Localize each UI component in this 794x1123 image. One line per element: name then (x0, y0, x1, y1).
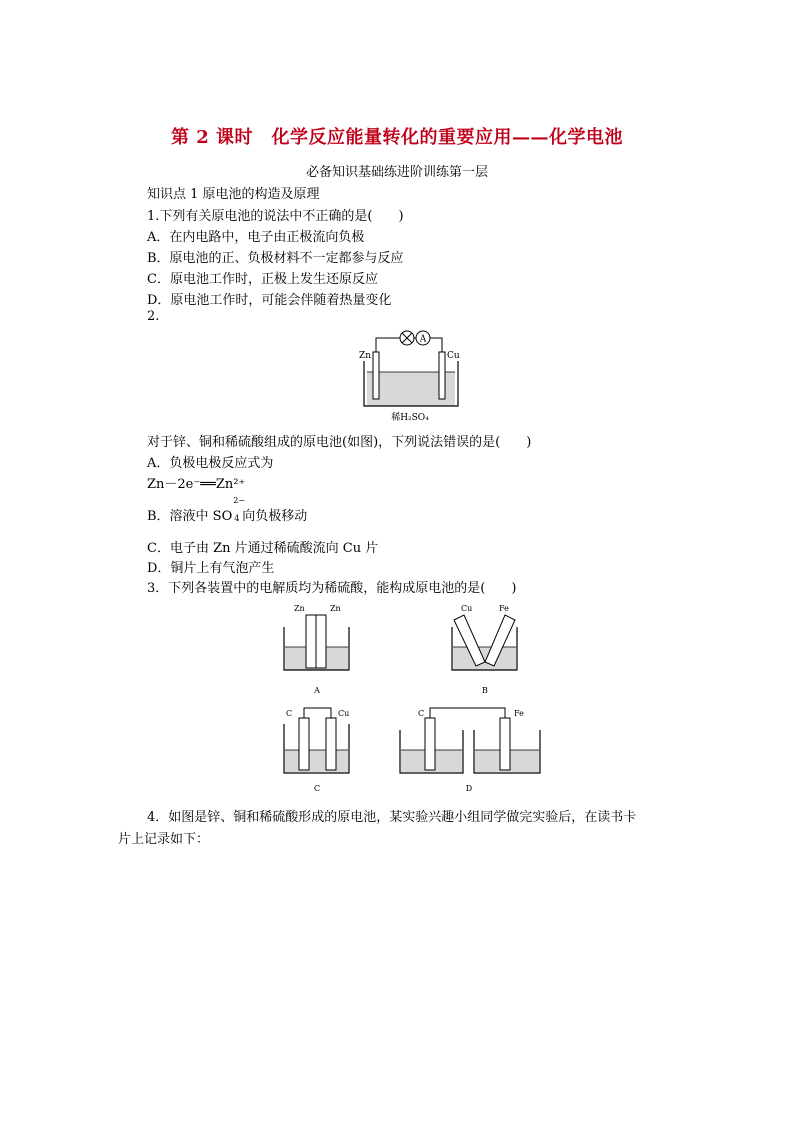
fig-b-left-label: Cu (461, 604, 473, 613)
fig-a-right-label: Zn (330, 604, 341, 613)
q2-option-c: C．电子由 Zn 片通过稀硫酸流向 Cu 片 (147, 541, 379, 556)
q3-figure-d (397, 702, 543, 798)
fig-c-caption: C (313, 784, 321, 793)
fig-a-left-label: Zn (294, 604, 305, 613)
q1-option-a: A．在内电路中，电子由正极流向负极 (147, 230, 365, 245)
carbon-electrode (299, 718, 309, 770)
fig-c-left-label: C (286, 709, 293, 718)
zn-label: Zn (359, 351, 372, 361)
fig-d-left-label: C (418, 709, 425, 718)
q2-stem: 对于锌、铜和稀硫酸组成的原电池(如图)，下列说法错误的是( ) (147, 435, 532, 450)
copper-electrode (439, 352, 445, 399)
q3-figure-c (280, 702, 354, 798)
fig-b-caption: B (482, 686, 488, 695)
zinc-electrode (373, 352, 379, 399)
q1-option-d: D．原电池工作时，可能会伴随着热量变化 (147, 293, 392, 308)
q2-option-b-prefix: B．溶液中 SO (147, 509, 233, 524)
bulb-icon (400, 331, 414, 345)
cu-label: Cu (447, 351, 460, 361)
wire (430, 708, 505, 718)
fig-a-caption: A (314, 686, 320, 695)
fig-c-right-label: Cu (338, 709, 350, 718)
zinc-electrode-left (306, 615, 316, 668)
wire (304, 708, 331, 718)
q3-stem: 3．下列各装置中的电解质均为稀硫酸，能构成原电池的是( ) (147, 581, 517, 596)
fig-d-caption: D (465, 784, 473, 793)
zinc-electrode-right (316, 615, 326, 668)
page-subtitle: 必备知识基础练进阶训练第一层 (305, 165, 488, 180)
q2-number: 2. (147, 309, 160, 324)
q2-option-a-equation: Zn－2e⁻══Zn²⁺ (147, 477, 246, 492)
q2-option-a: A．负极电极反应式为 (147, 456, 274, 471)
section-heading: 知识点 1 原电池的构造及原理 (147, 187, 320, 202)
solution-label: 稀H₂SO₄ (391, 413, 429, 423)
q2-option-b-suffix: 向负极移动 (242, 509, 308, 524)
q2-option-d: D．铜片上有气泡产生 (147, 561, 275, 576)
copper-electrode (326, 718, 336, 770)
q1-option-c: C．原电池工作时，正极上发生还原反应 (147, 272, 378, 287)
q2-galvanic-cell-figure (355, 328, 465, 425)
q4-line-1: 4．如图是锌、铜和稀硫酸形成的原电池，某实验兴趣小组同学做完实验后，在读书卡 (147, 810, 637, 825)
q2-option-b (147, 496, 308, 524)
q4-line-2: 片上记录如下： (118, 832, 210, 847)
q1-stem: 1.下列有关原电池的说法中不正确的是( ) (147, 209, 404, 224)
q1-option-b: B．原电池的正、负极材料不一定都参与反应 (147, 251, 404, 266)
carbon-electrode (425, 718, 435, 770)
page-title: 第 2 课时 化学反应能量转化的重要应用——化学电池 (170, 127, 624, 148)
ammeter-label: A (419, 334, 427, 345)
sulfate-charge: 2− (233, 496, 246, 505)
q3-figure-a (280, 602, 354, 698)
q3-figure-b (448, 602, 522, 698)
fig-d-right-label: Fe (514, 709, 524, 718)
fig-b-right-label: Fe (499, 604, 509, 613)
sulfate-subscript: 4 (234, 514, 240, 523)
iron-electrode (500, 718, 510, 770)
